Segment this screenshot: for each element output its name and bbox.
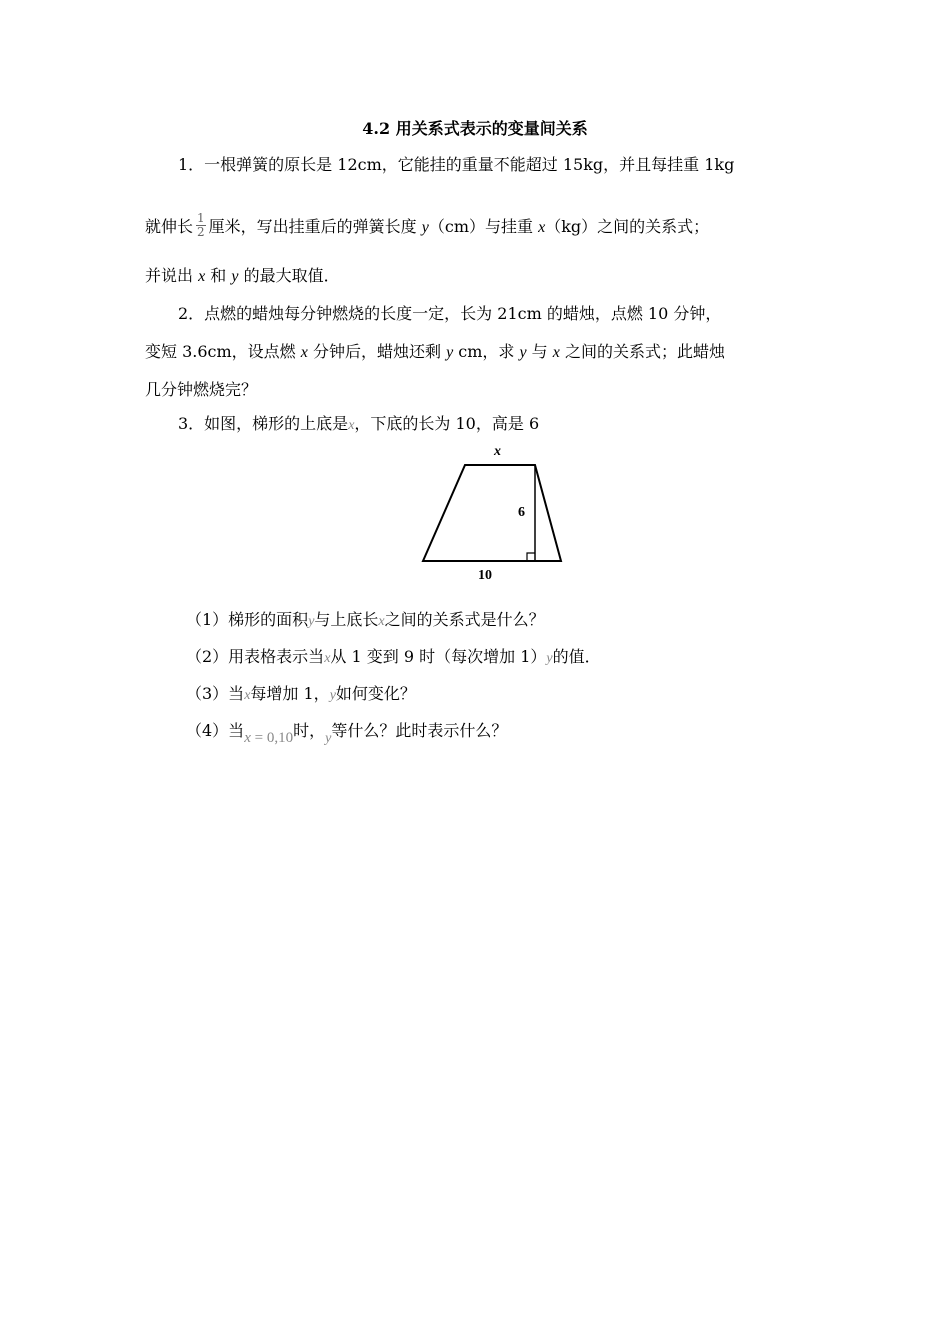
q2-text: 几分钟燃烧完？ [145, 380, 258, 399]
q1-text: 并说出 [145, 266, 199, 285]
q2-line-2 [145, 341, 725, 364]
q3-text: 等什么？此时表示什么？ [331, 721, 508, 740]
q1-text: 就伸长 [145, 217, 194, 236]
q3-text: 的值． [552, 647, 601, 666]
q3-text: （3）当 [186, 684, 245, 703]
q3-sub-3 [186, 683, 416, 707]
variable-y: y [308, 614, 315, 629]
top-base-label: x [494, 444, 501, 459]
q1-text: 和 [205, 266, 232, 285]
q2-text: cm，求 [453, 342, 520, 361]
q1-text: 的最大取值． [238, 266, 340, 285]
q3-sub-4 [186, 720, 507, 744]
variable-x: x [198, 268, 206, 285]
q2-line-1 [178, 303, 721, 325]
q3-text: 3．如图，梯形的上底是 [178, 414, 349, 433]
q2-text: 分钟后，蜡烛还剩 [307, 342, 447, 361]
q1-text: 1．一根弹簧的原长是 12cm，它能挂的重量不能超过 15kg，并且每挂重 1kg [178, 155, 735, 174]
q3-text: （4）当 [186, 721, 245, 740]
q3-text: 从 1 变到 9 时（每次增加 1） [330, 647, 547, 666]
q1-line-2 [145, 211, 710, 241]
q3-text: 每增加 1， [250, 684, 330, 703]
right-angle-mark [527, 553, 535, 561]
variable-y: y [546, 651, 553, 666]
math-value: = 0,10 [254, 730, 294, 746]
q1-text: 厘米，写出挂重后的弹簧长度 [208, 217, 422, 236]
q3-text: 如何变化？ [335, 684, 416, 703]
q3-text: 时， [293, 721, 326, 740]
variable-y: y [329, 688, 336, 703]
q1-line-1 [178, 154, 734, 176]
variable-x: x [538, 219, 546, 236]
variable-y: y [446, 344, 454, 361]
trapezoid-diagram [415, 440, 575, 588]
variable-x: x [244, 730, 251, 746]
q3-text: 与上底长 [314, 610, 379, 629]
page-title: 4.2 用关系式表示的变量间关系 [362, 119, 588, 138]
variable-x: x [300, 344, 308, 361]
q3-line-1 [178, 413, 539, 437]
q2-text: 变短 3.6cm，设点燃 [145, 342, 301, 361]
q3-text: 之间的关系式是什么？ [384, 610, 545, 629]
q3-text: ，下底的长为 10，高是 6 [354, 414, 540, 433]
q1-line-3 [145, 265, 340, 288]
q3-sub-2 [186, 646, 601, 670]
q2-line-3 [145, 379, 257, 401]
q1-text: （kg）之间的关系式； [545, 217, 710, 236]
fraction-numerator: 1 [197, 211, 205, 225]
q3-text: （2）用表格表示当 [186, 647, 325, 666]
fraction-denominator: 2 [197, 225, 205, 239]
variable-x: x [324, 651, 331, 666]
q3-sub-1 [186, 609, 545, 633]
q2-text: 2．点燃的蜡烛每分钟燃烧的长度一定，长为 21cm 的蜡烛，点燃 10 分钟， [178, 304, 722, 323]
variable-y: y [325, 731, 332, 746]
trapezoid-outline [423, 465, 561, 561]
variable-y: y [231, 268, 239, 285]
fraction-one-half [196, 212, 206, 239]
variable-x: x [552, 344, 560, 361]
variable-x: x [244, 688, 251, 703]
height-label: 6 [518, 505, 525, 520]
variable-y: y [519, 344, 527, 361]
q2-text: 之间的关系式；此蜡烛 [559, 342, 725, 361]
bottom-base-label: 10 [478, 568, 492, 583]
trapezoid-figure [415, 440, 575, 588]
variable-x: x [378, 614, 385, 629]
q2-text: 与 [526, 342, 553, 361]
math-expression [244, 730, 293, 746]
q1-text: （cm）与挂重 [428, 217, 539, 236]
variable-x: x [348, 418, 355, 433]
variable-y: y [421, 219, 429, 236]
q3-text: （1）梯形的面积 [186, 610, 309, 629]
